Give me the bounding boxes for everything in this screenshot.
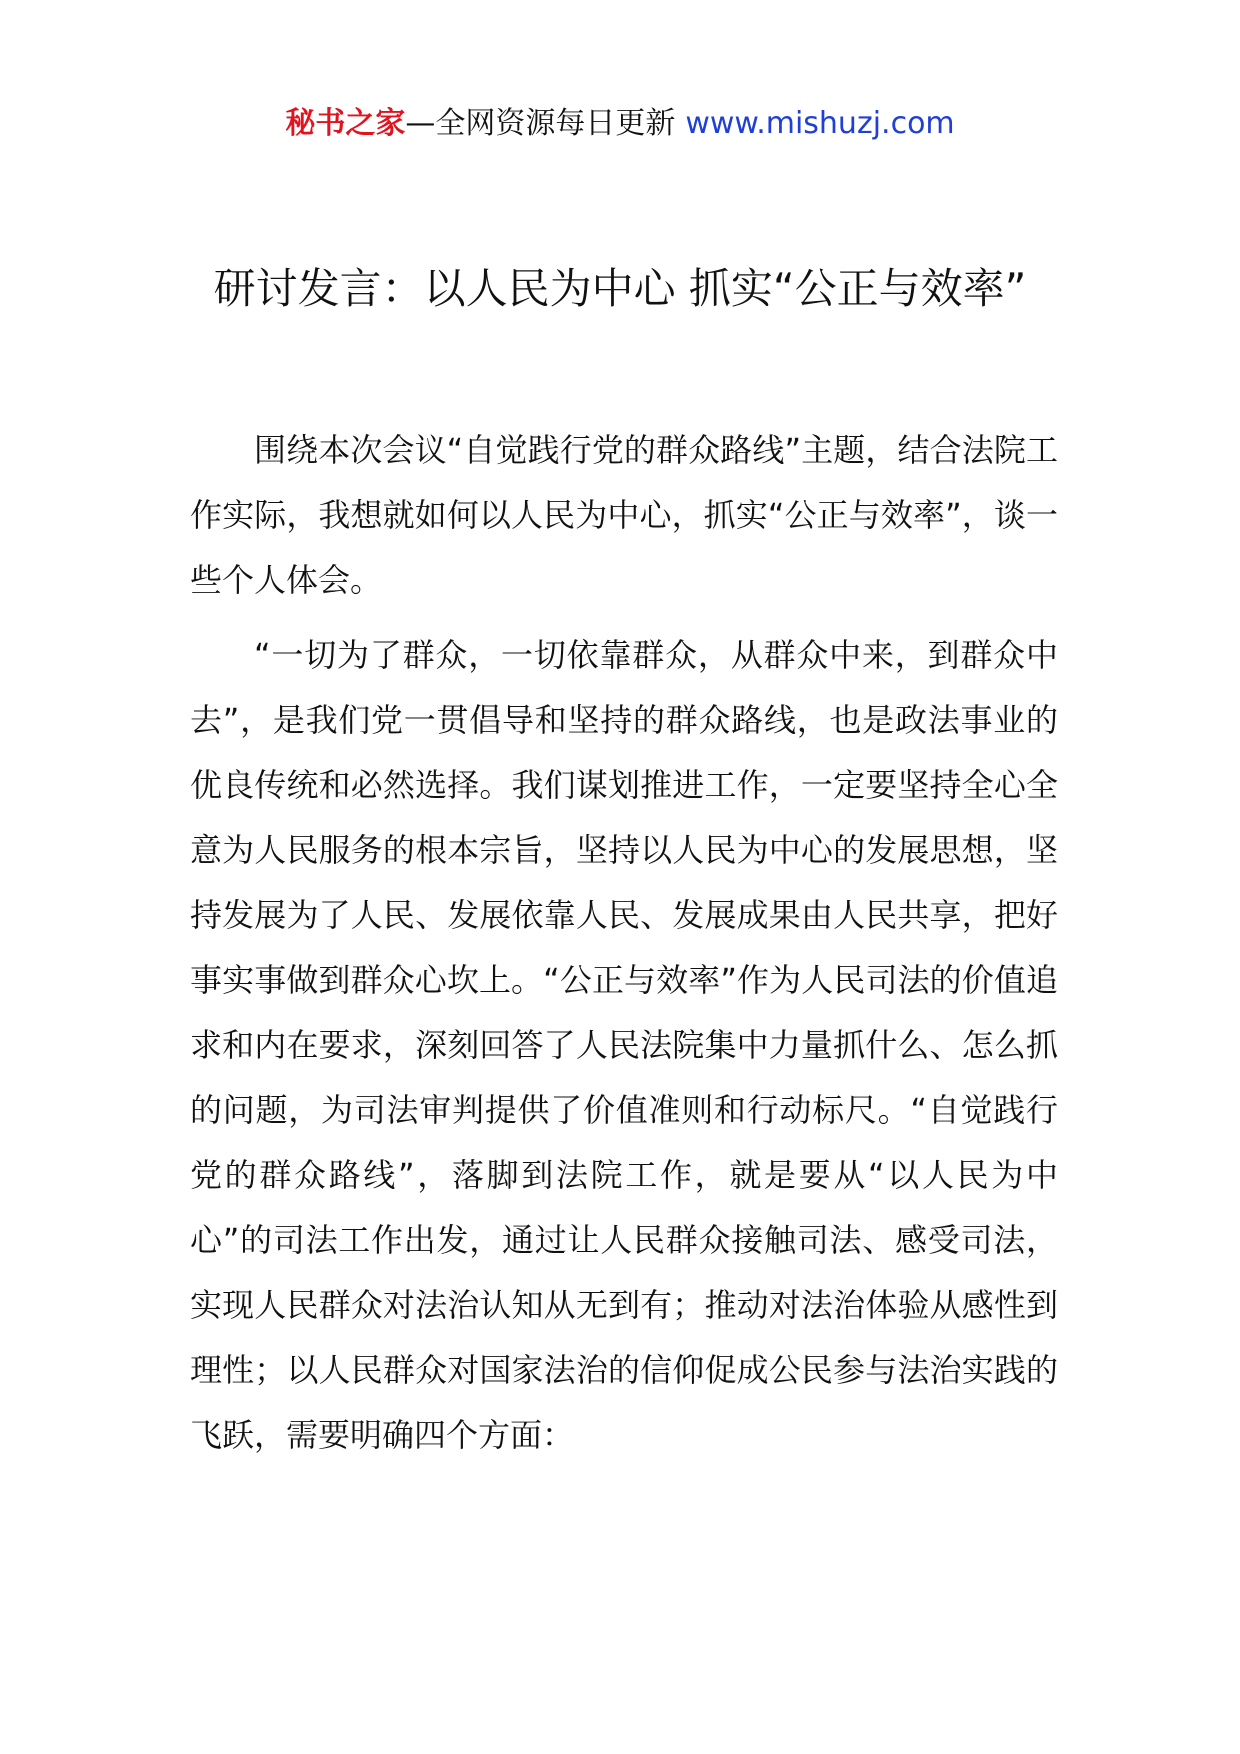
- paragraph: 围绕本次会议“自觉践行党的群众路线”主题，结合法院工作实际，我想就如何以人民为中心，抓实“公正与效率”，谈一些个人体会。: [190, 431, 1058, 599]
- site-header: [0, 104, 1240, 144]
- document-body: [190, 418, 1058, 1478]
- brand-name: 秘书之家: [285, 106, 406, 141]
- document-title: 研讨发言：以人民为中心 抓实“公正与效率”: [213, 264, 1027, 313]
- header-slogan: —全网资源每日更新: [405, 106, 676, 141]
- site-url-link[interactable]: www.mishuzj.com: [685, 106, 955, 141]
- paragraph: “一切为了群众，一切依靠群众，从群众中来，到群众中去”，是我们党一贯倡导和坚持的群众路线，也是政法事业的优良传统和必然选择。我们谋划推进工作，一定要坚持全心全意为人民服务的根本宗旨，坚持以人民为中心的发展思想，坚持发展为了人民、发展依靠人民、发展成果由人民共享，把好事实事做到群众心坎上。“公正与效率”作为人民司法的价值追求和内在要求，深刻回答了人民法院集中力量抓什么、怎么抓的问题，为司法审判提供了价值准则和行动标尺。“自觉践行党的群众路线”，落脚到法院工作，就是要从“以人民为中心”的司法工作出发，通过让人民群众接触司法、感受司法，实现人民群众对法治认知从无到有；推动对法治体验从感性到理性；以人民群众对国家法治的信仰促成公民参与法治实践的飞跃，需要明确四个方面：: [190, 636, 1058, 1454]
